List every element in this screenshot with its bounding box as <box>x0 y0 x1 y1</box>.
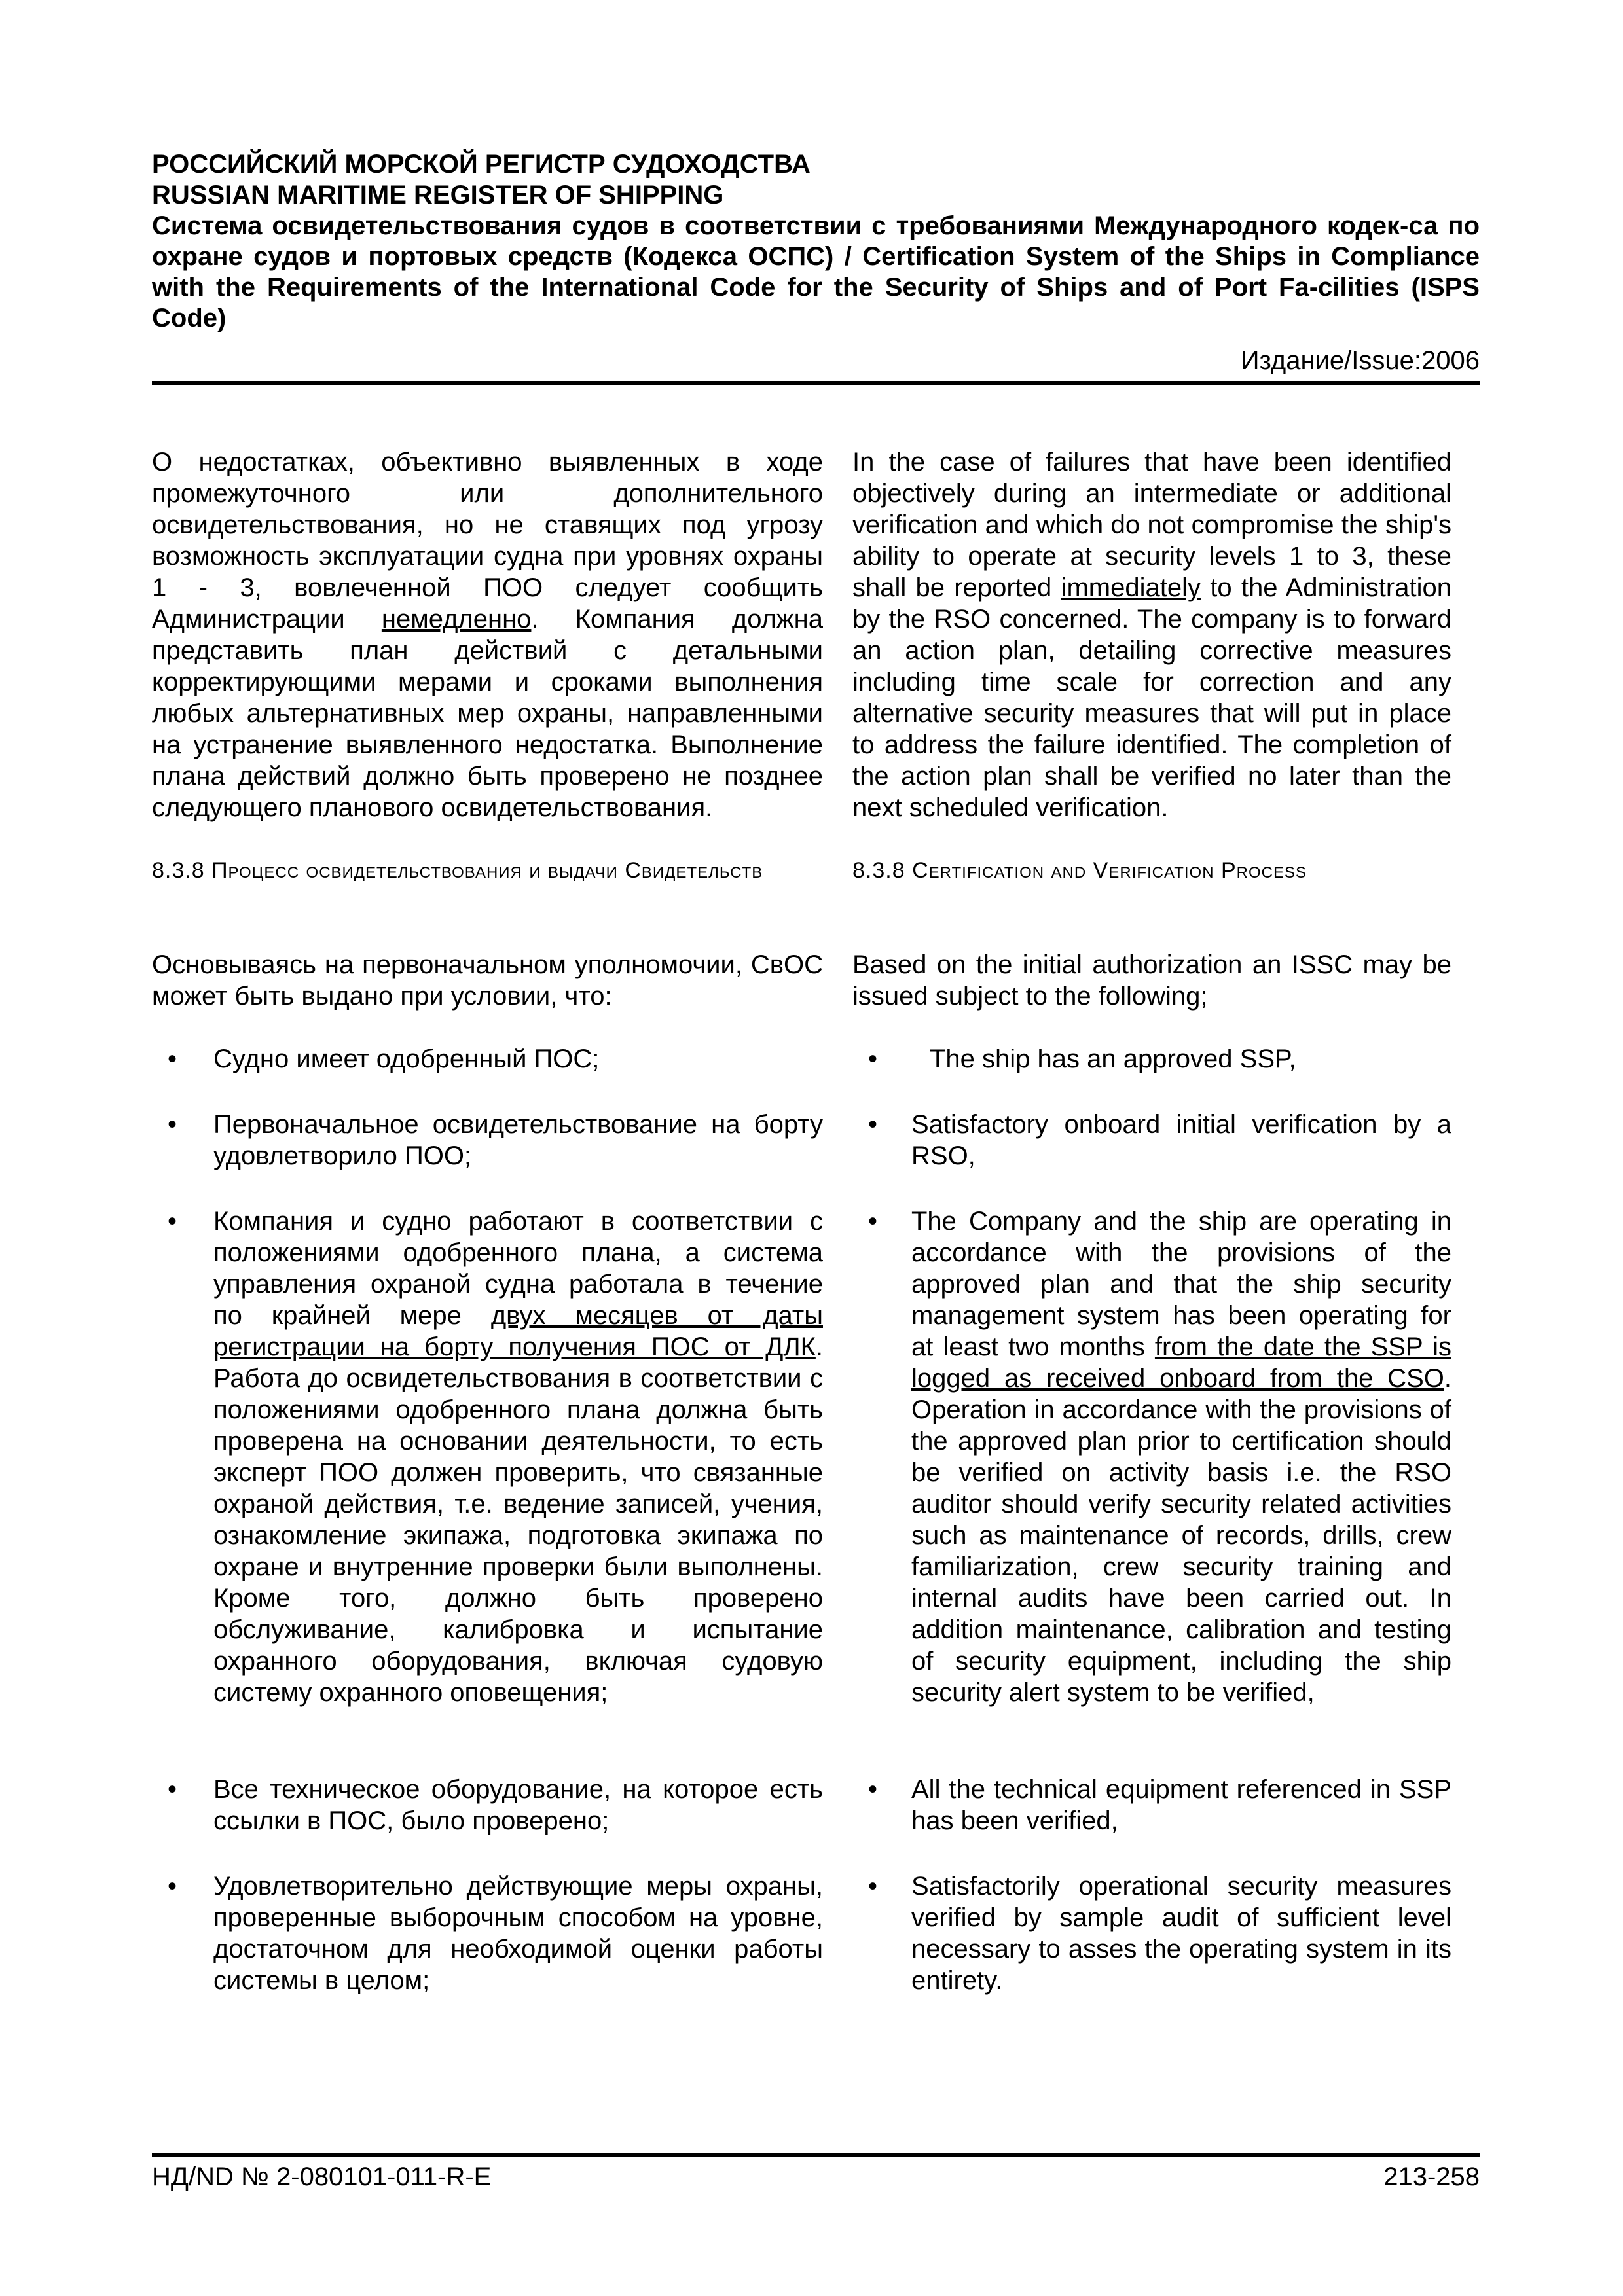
bullet-icon: • <box>168 1045 177 1073</box>
page-header <box>152 149 1480 334</box>
document-number: НД/ND № 2-080101-011-R-E <box>152 2162 492 2191</box>
ru-underlined-two-months: двух месяцев от даты регистрации на борту получения ПОС от ДЛК <box>213 1301 823 1361</box>
bullet-icon: • <box>868 1775 878 1804</box>
en-bullet-5: • Satisfactorily operational security measures verified by sample audit of sufficient level necessary to asses the operating system in its entirety. <box>868 1872 1451 1995</box>
issue-label: Издание/Issue:2006 <box>1240 346 1480 375</box>
ru-bullet-3: • Компания и судно работают в соответствии с положениями одобренного плана, а система управления охраной судна работала в течение по крайней мере двух месяцев от даты регистрации на борту получения ПОС от ДЛК. Работа до освидетельствования в соответствии с положениями одобренного плана должна быть проверена на основании деятельности, то есть эксперт ПОО должен проверить, что связанные охраной действия, т.е. ведение записей, учения, ознакомление экипажа, подготовка экипажа по охране и внутренние проверки были выполнены. Кроме того, должно быть проверено обслуживание, калибровка и испытание охранного оборудования, включая судовую систему охранного оповещения; <box>168 1207 823 1707</box>
en-bullet-1: • The ship has an approved SSP, <box>868 1045 1296 1073</box>
russian-column <box>152 446 823 1996</box>
bullet-icon: • <box>168 1872 177 1901</box>
header-divider <box>152 381 1480 385</box>
ru-bullet-5: • Удовлетворительно действующие меры охраны, проверенные выборочным способом на уровне, достаточном для необходимой оценки работы системы в целом; <box>168 1872 823 1995</box>
header-title-ru: РОССИЙСКИЙ МОРСКОЙ РЕГИСТР СУДОХОДСТВА <box>152 150 811 179</box>
en-bullet-4: • All the technical equipment referenced in SSP has been verified, <box>868 1775 1451 1835</box>
en-underlined-date-logged: from the date the SSP is logged as received onboard from the CSO <box>911 1333 1451 1393</box>
ru-bullet-4: • Все техническое оборудование, на которое есть ссылки в ПОС, было проверено; <box>168 1775 823 1835</box>
en-paragraph-failures: In the case of failures that have been identified objectively during an intermediate or additional verification and which do not compromise the ship's ability to operate at security levels 1 to 3, these shall be reported immediately to the Administration by the RSO concerned. The company is to forward an action plan, detailing corrective measures including time scale for correction and any alternative security measures that will put in place to address the failure identified. The completion of the action plan shall be verified no later than the next scheduled verification. <box>852 448 1451 822</box>
bullet-icon: • <box>868 1045 878 1073</box>
bullet-icon: • <box>168 1207 177 1236</box>
en-section-heading: 8.3.8 Certification and Verification Process <box>852 858 1307 883</box>
ru-bullet-1: • Судно имеет одобренный ПОС; <box>168 1045 600 1073</box>
bullet-icon: • <box>868 1207 878 1236</box>
en-underlined-immediately: immediately <box>1061 573 1201 602</box>
page-number: 213-258 <box>1383 2162 1480 2191</box>
bullet-icon: • <box>168 1775 177 1804</box>
bullet-icon: • <box>168 1110 177 1139</box>
bullet-icon: • <box>868 1110 878 1139</box>
ru-paragraph-failures: О недостатках, объективно выявленных в ходе промежуточного или дополнительного освидетельствования, но не ставящих под угрозу возможность эксплуатации судна при уровнях охраны 1 - 3, вовлеченной ПОО следует сообщить Администрации немедленно. Компания должна представить план действий с детальными корректирующими мерами и сроками выполнения любых альтернативных мер охраны, направленными на устранение выявленного недостатка. Выполнение плана действий должно быть проверено не позднее следующего планового освидетельствования. <box>152 448 824 822</box>
ru-underlined-immediately: немедленно <box>381 605 532 634</box>
footer-divider <box>152 2153 1480 2157</box>
english-column <box>852 446 1451 1996</box>
bullet-icon: • <box>868 1872 878 1901</box>
ru-intro-paragraph: Основываясь на первоначальном уполномочии, СвОС может быть выдано при условии, что: <box>152 950 823 1011</box>
en-intro-paragraph: Based on the initial authorization an ISSC may be issued subject to the following; <box>852 950 1451 1011</box>
ru-section-heading: 8.3.8 Процесс освидетельствования и выдачи Свидетельств <box>152 858 763 883</box>
header-subtitle: Система освидетельствования судов в соответствии с требованиями Международного кодек-са по охране судов и портовых средств (Кодекса ОСПС) / Certification System of the Ships in Compliance with the Requirements of the International Code for the Security of Ships and of Port Fa-cilities (ISPS Code) <box>152 211 1480 332</box>
header-title-en: RUSSIAN MARITIME REGISTER OF SHIPPING <box>152 181 724 209</box>
en-bullet-3: • The Company and the ship are operating in accordance with the provisions of the approved plan and that the ship security management system has been operating for at least two months from the date the SSP is logged as received onboard from the CSO. Operation in accordance with the provisions of the approved plan prior to certification should be verified on activity basis i.e. the RSO auditor should verify security related activities such as maintenance of records, drills, crew familiarization, crew security training and internal audits have been carried out. In addition maintenance, calibration and testing of security equipment, including the ship security alert system to be verified, <box>868 1207 1451 1707</box>
ru-bullet-2: • Первоначальное освидетельствование на борту удовлетворило ПОО; <box>168 1110 823 1170</box>
en-bullet-2: • Satisfactory onboard initial verification by a RSO, <box>868 1110 1451 1170</box>
